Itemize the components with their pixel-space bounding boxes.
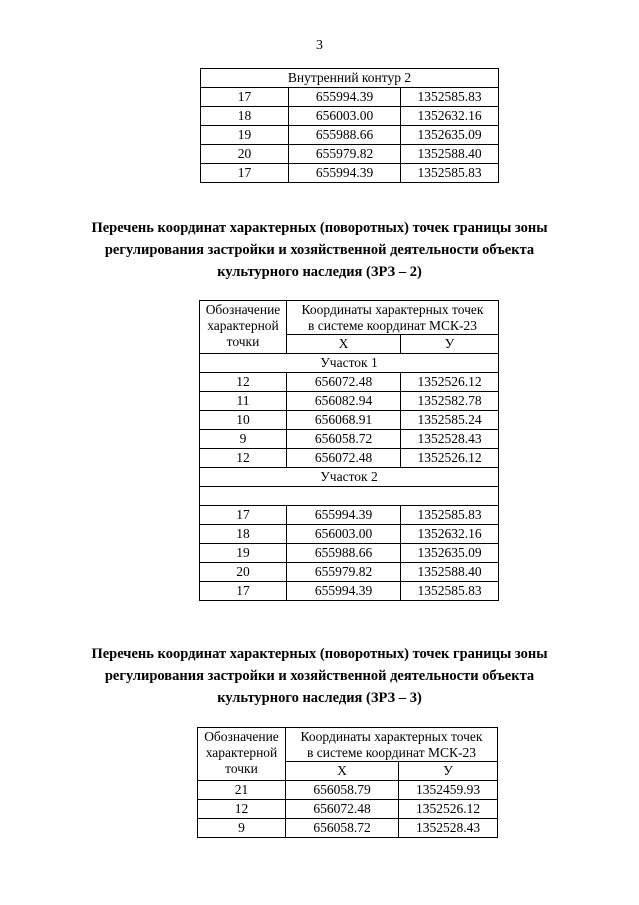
table-row	[200, 525, 499, 544]
x-coordinate: 656072.48	[287, 449, 401, 468]
zrz2-heading	[0, 217, 639, 283]
x-coordinate: 656068.91	[287, 411, 401, 430]
y-coordinate: 1352528.43	[401, 430, 499, 449]
point-number: 12	[200, 373, 287, 392]
section-row	[200, 354, 499, 373]
coordinates-header	[287, 301, 499, 335]
y-coordinate: 1352635.09	[401, 544, 499, 563]
point-number: 21	[198, 781, 286, 800]
point-designation-header	[198, 728, 286, 781]
point-number: 17	[200, 506, 287, 525]
table-row	[200, 506, 499, 525]
point-number: 19	[200, 544, 287, 563]
point-number: 20	[201, 145, 289, 164]
header-line: точки	[226, 334, 260, 349]
header-row	[200, 301, 499, 335]
point-number: 20	[200, 563, 287, 582]
table-row	[201, 126, 499, 145]
x-coordinate: 656003.00	[287, 525, 401, 544]
zrz2-coordinates-table	[199, 300, 499, 601]
table-row	[200, 563, 499, 582]
table-row	[198, 800, 498, 819]
x-coordinate: 655988.66	[289, 126, 401, 145]
point-designation-header	[200, 301, 287, 354]
section-row	[200, 468, 499, 487]
header-line: характерной	[207, 318, 279, 333]
point-number: 10	[200, 411, 287, 430]
point-number: 18	[201, 107, 289, 126]
point-number: 18	[200, 525, 287, 544]
heading-line: регулирования застройки и хозяйственной деятельности объекта	[104, 668, 535, 684]
x-coordinate: 656003.00	[289, 107, 401, 126]
table-row	[201, 88, 499, 107]
x-header: Х	[286, 762, 399, 781]
y-coordinate: 1352588.40	[401, 563, 499, 582]
table-row	[198, 781, 498, 800]
coordinates-header	[286, 728, 498, 762]
x-coordinate: 655994.39	[289, 164, 401, 183]
table-row	[200, 449, 499, 468]
table-row	[200, 582, 499, 601]
y-coordinate: 1352459.93	[399, 781, 498, 800]
heading-line: культурного наследия (ЗРЗ – 3)	[217, 690, 422, 706]
y-coordinate: 1352585.83	[401, 164, 499, 183]
table-row	[200, 430, 499, 449]
y-header: У	[401, 335, 499, 354]
y-header: У	[399, 762, 498, 781]
x-coordinate: 655988.66	[287, 544, 401, 563]
table-row	[200, 392, 499, 411]
table-row	[200, 373, 499, 392]
heading-line: Перечень координат характерных (поворотных) точек границы зоны	[91, 646, 548, 662]
zrz3-coordinates-table	[197, 727, 498, 838]
table-row	[198, 819, 498, 838]
y-coordinate: 1352585.83	[401, 88, 499, 107]
point-number: 11	[200, 392, 287, 411]
y-coordinate: 1352526.12	[399, 800, 498, 819]
heading-line: Перечень координат характерных (поворотных) точек границы зоны	[91, 220, 548, 236]
point-number: 17	[200, 582, 287, 601]
x-coordinate: 655979.82	[289, 145, 401, 164]
header-line: Координаты характерных точек	[300, 729, 483, 744]
y-coordinate: 1352585.24	[401, 411, 499, 430]
section-label: Участок 1	[200, 354, 499, 373]
table-row	[201, 145, 499, 164]
table-row	[200, 411, 499, 430]
x-coordinate: 655994.39	[287, 582, 401, 601]
header-line: Обозначение	[205, 302, 281, 317]
spacer-row	[200, 487, 499, 506]
x-coordinate: 655994.39	[287, 506, 401, 525]
header-line: в системе координат МСК-23	[307, 745, 476, 760]
y-coordinate: 1352632.16	[401, 107, 499, 126]
y-coordinate: 1352528.43	[399, 819, 498, 838]
y-coordinate: 1352526.12	[401, 373, 499, 392]
point-number: 12	[198, 800, 286, 819]
header-line: Координаты характерных точек	[301, 302, 484, 317]
y-coordinate: 1352585.83	[401, 582, 499, 601]
section-label: Участок 2	[200, 468, 499, 487]
y-coordinate: 1352588.40	[401, 145, 499, 164]
table-row	[201, 164, 499, 183]
heading-line: культурного наследия (ЗРЗ – 2)	[217, 264, 422, 280]
y-coordinate: 1352582.78	[401, 392, 499, 411]
x-header: Х	[287, 335, 401, 354]
x-coordinate: 655979.82	[287, 563, 401, 582]
y-coordinate: 1352632.16	[401, 525, 499, 544]
y-coordinate: 1352585.83	[401, 506, 499, 525]
spacer-cell	[200, 487, 499, 506]
x-coordinate: 656058.79	[286, 781, 399, 800]
inner-contour-2-table	[200, 68, 499, 183]
x-coordinate: 656058.72	[286, 819, 399, 838]
point-number: 9	[198, 819, 286, 838]
point-number: 9	[200, 430, 287, 449]
header-line: Обозначение	[204, 729, 279, 744]
point-number: 17	[201, 88, 289, 107]
page-number: 3	[316, 38, 323, 53]
zrz3-heading	[0, 643, 639, 709]
y-coordinate: 1352526.12	[401, 449, 499, 468]
x-coordinate: 656058.72	[287, 430, 401, 449]
table-row	[201, 107, 499, 126]
table-row	[200, 544, 499, 563]
x-coordinate: 656082.94	[287, 392, 401, 411]
header-row	[198, 728, 498, 762]
table-caption: Внутренний контур 2	[201, 69, 499, 88]
table-caption-row	[201, 69, 499, 88]
x-coordinate: 656072.48	[286, 800, 399, 819]
heading-line: регулирования застройки и хозяйственной деятельности объекта	[104, 242, 535, 258]
y-coordinate: 1352635.09	[401, 126, 499, 145]
point-number: 12	[200, 449, 287, 468]
point-number: 19	[201, 126, 289, 145]
header-line: в системе координат МСК-23	[308, 318, 477, 333]
header-line: характерной	[205, 745, 278, 760]
header-line: точки	[225, 761, 258, 776]
x-coordinate: 655994.39	[289, 88, 401, 107]
x-coordinate: 656072.48	[287, 373, 401, 392]
point-number: 17	[201, 164, 289, 183]
